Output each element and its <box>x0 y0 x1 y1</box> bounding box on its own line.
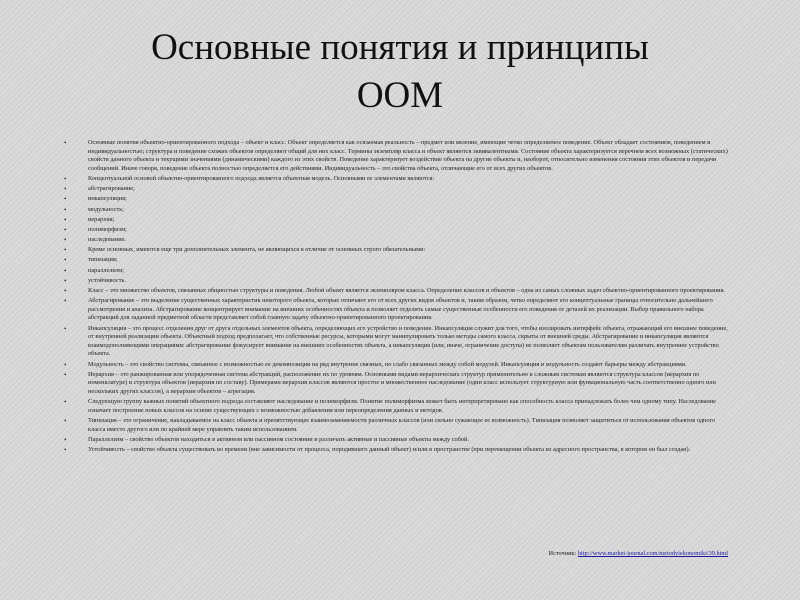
bullet-item: • Основные понятия объектно-ориентированного подхода – объект и класс. Объект определяется как осязаемая реальность – предмет или явление, имеющие четко определяемое поведение. Объект обладает состоянием, поведением и индивидуальностью; структура и поведение схожих объектов определяют общий для них класс. Термины экземпляр класса и объект являются эквивалентными. Состояние объекта характеризуется перечнем всех возможных (статических) свойств данного объекта и текущими значениями (динамическими) каждого из этих свойств. Поведение характеризует воздействие объекта на другие объекты и, наоборот, относительно изменения состояния этих объектов и передачи сообщений. Иначе говоря, поведение объекта полностью определяется его действиями. Индивидуальность – это свойства объекта, отличающие его от всех других объектов. <box>64 139 734 173</box>
bullet-item: • наследование. <box>64 236 734 245</box>
bullet-item: • устойчивость. <box>64 277 734 286</box>
bullet-item: • полиморфизм; <box>64 226 734 235</box>
bullet-item: • параллелизм; <box>64 267 734 276</box>
bullet-item: • Кроме основных, имеются еще три дополнительных элемента, не являющихся в отличие от основных строго обязательными: <box>64 246 734 255</box>
slide-title <box>60 24 740 120</box>
bullet-item: • Параллелизм – свойство объектов находиться в активном или пассивном состоянии и различать активные и пассивные объекты между собой. <box>64 436 734 445</box>
bullet-item: • иерархия; <box>64 216 734 225</box>
title-line-2: ООМ <box>356 75 444 116</box>
bullet-item: • Абстрагирование – это выделение существенных характеристик некоторого объекта, которые отличают его от всех других видов объектов и, таким образом, четко определяют его концептуальные границы относительно дальнейшего рассмотрения и анализа. Абстрагирование концентрирует внимание на внешних особенностях объекта и позволяет отделить самые существенные особенности его поведения от деталей их реализации. Выбор правильного набора абстракций для заданной предметной области представляет собой главную задачу объектно-ориентированного проектирования. <box>64 297 734 323</box>
bullet-item: • модульность; <box>64 206 734 215</box>
title-line-1: Основные понятия и принципы <box>151 27 649 68</box>
source-link[interactable]: http://www.market-journal.com/metodyiekonomiki/39.html <box>577 550 728 557</box>
bullet-item: • Концептуальной основой объектно-ориентированного подхода является объектная модель. Основными ее элементами являются: <box>64 175 734 184</box>
bullet-list <box>64 139 734 454</box>
source-line <box>64 550 728 558</box>
slide-body <box>64 139 734 456</box>
bullet-item: • Иерархия – это ранжированная или упорядоченная система абстракций, расположение их по уровням. Основными видами иерархических структур применительно к сложным системам являются структура классов (иерархия по номенклатуре) и структура объектов (иерархия по составу). Примерами иерархии классов являются простое и множественное наследование (один класс использует структурную или функциональную часть соответственно одного или нескольких других классов), а иерархии объектов – агрегация. <box>64 371 734 397</box>
bullet-item: • типизация; <box>64 256 734 265</box>
source-label: Источник: <box>548 550 577 557</box>
bullet-item: • Следующую группу важных понятий объектного подхода составляют наследование и полиморфизм. Понятие полиморфизма может быть интерпретировано как способность класса принадлежать более чем одному типу. Наследование означает построение новых классов на основе существующих с возможностью добавления или переопределения данных и методов. <box>64 398 734 415</box>
bullet-item: • Класс – это множество объектов, связанных общностью структуры и поведения. Любой объект является экземпляром класса. Определение классов и объектов – одна из самых сложных задач объектно-ориентированного проектирования. <box>64 287 734 296</box>
bullet-item: • Модульность – это свойство системы, связанное с возможностью ее декомпозиции на ряд внутренне связных, но слабо связанных между собой модулей. Инкапсуляция и модульность создают барьеры между абстракциями. <box>64 361 734 370</box>
bullet-item: • инкапсуляция; <box>64 195 734 204</box>
bullet-item: • абстрагирование; <box>64 185 734 194</box>
bullet-item: • Устойчивость – свойство объекта существовать во времени (вне зависимости от процесса, породившего данный объект) и/или в пространстве (при перемещении объекта из адресного пространства, в котором он был создан). <box>64 446 734 455</box>
bullet-item: • Инкапсуляция – это процесс отделения друг от друга отдельных элементов объекта, определяющих его устройство и поведение. Инкапсуляция служит для того, чтобы изолировать интерфейс объекта, отражающий его внешнее поведение, от внутренней реализации объекта. Объектный подход предполагает, что собственные ресурсы, которыми могут манипулировать только методы самого класса, скрыты от внешней среды. Абстрагирование и инкапсуляция являются взаимодополняющими операциями: абстрагирование фокусирует внимание на внешних особенностях объекта, а инкапсуляция (или, иначе, ограничение доступа) не позволяет объектам пользователям различать внутреннее устройство объекта. <box>64 325 734 359</box>
bullet-item: • Типизация – это ограничение, накладываемое на класс объекта и препятствующее взаимозаменяемости различных классов (или сильно сужающее ее возможность). Типизация позволяет защититься от использования объектов одного класса вместо другого или по крайней мере управлять таким использованием. <box>64 417 734 434</box>
